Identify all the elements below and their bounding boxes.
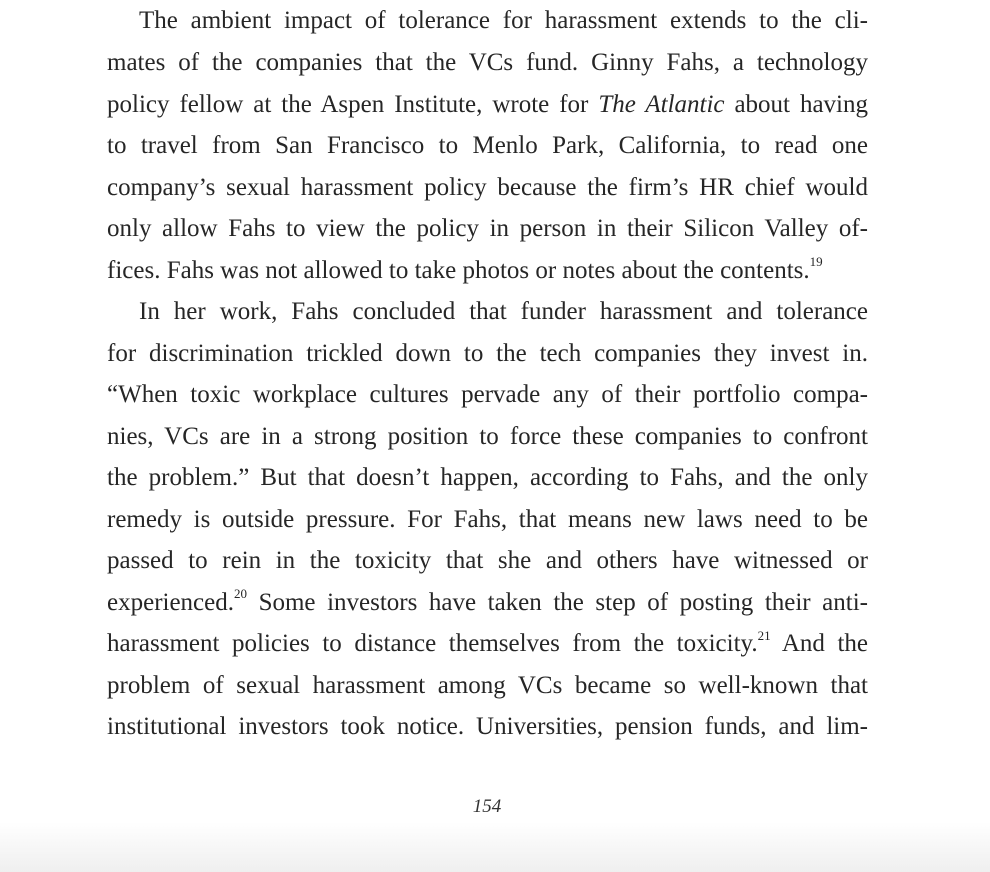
text-fragment: harassment policies to distance themselves from the toxicity. <box>107 630 758 657</box>
footnote-marker[interactable]: 19 <box>809 254 823 270</box>
text-line <box>107 84 868 126</box>
text-line: to travel from San Francisco to Menlo Park, California, to read one <box>107 132 868 159</box>
text-fragment: fices. Fahs was not allowed to take photos or notes about the contents. <box>107 256 810 284</box>
text-line: for discrimination trickled down to the tech companies they invest in. <box>107 339 868 367</box>
text-fragment: about having <box>724 90 868 118</box>
text-line: company’s sexual harassment policy because the firm’s HR chief would <box>107 173 868 201</box>
text-line: mates of the companies that the VCs fund. Ginny Fahs, a technology <box>107 49 868 76</box>
text-line: only allow Fahs to view the policy in person in their Silicon Valley of- <box>107 215 868 242</box>
paragraph <box>107 0 868 291</box>
text-fragment: policy fellow at the Aspen Institute, wrote for <box>107 90 599 118</box>
text-line: institutional investors took notice. Universities, pension funds, and lim- <box>107 713 868 740</box>
text-line: The ambient impact of tolerance for harassment extends to the cli- <box>139 7 868 34</box>
text-line <box>107 623 868 665</box>
text-line: In her work, Fahs concluded that funder harassment and tolerance <box>139 298 868 325</box>
text-line: “When toxic workplace cultures pervade any of their portfolio compa- <box>107 381 868 408</box>
text-line <box>107 582 868 624</box>
paragraph <box>107 291 868 748</box>
text-line: the problem.” But that doesn’t happen, according to Fahs, and the only <box>107 464 868 491</box>
text-line: passed to rein in the toxicity that she and others have witnessed or <box>107 547 868 574</box>
text-fragment: Some investors have taken the step of posting their anti- <box>247 588 868 616</box>
footnote-marker[interactable]: 21 <box>757 627 771 643</box>
page-number: 154 <box>472 796 502 817</box>
text-line: problem of sexual harassment among VCs became so well-known that <box>107 671 868 699</box>
footnote-marker[interactable]: 20 <box>234 586 248 602</box>
text-line <box>107 250 868 292</box>
text-fragment: experienced. <box>107 588 235 616</box>
publication-title: The Atlantic <box>598 90 725 118</box>
text-line: remedy is outside pressure. For Fahs, that means new laws need to be <box>107 505 868 533</box>
body-text <box>107 0 868 748</box>
text-fragment: And the <box>770 630 868 657</box>
text-line: nies, VCs are in a strong position to force these companies to confront <box>107 422 868 450</box>
